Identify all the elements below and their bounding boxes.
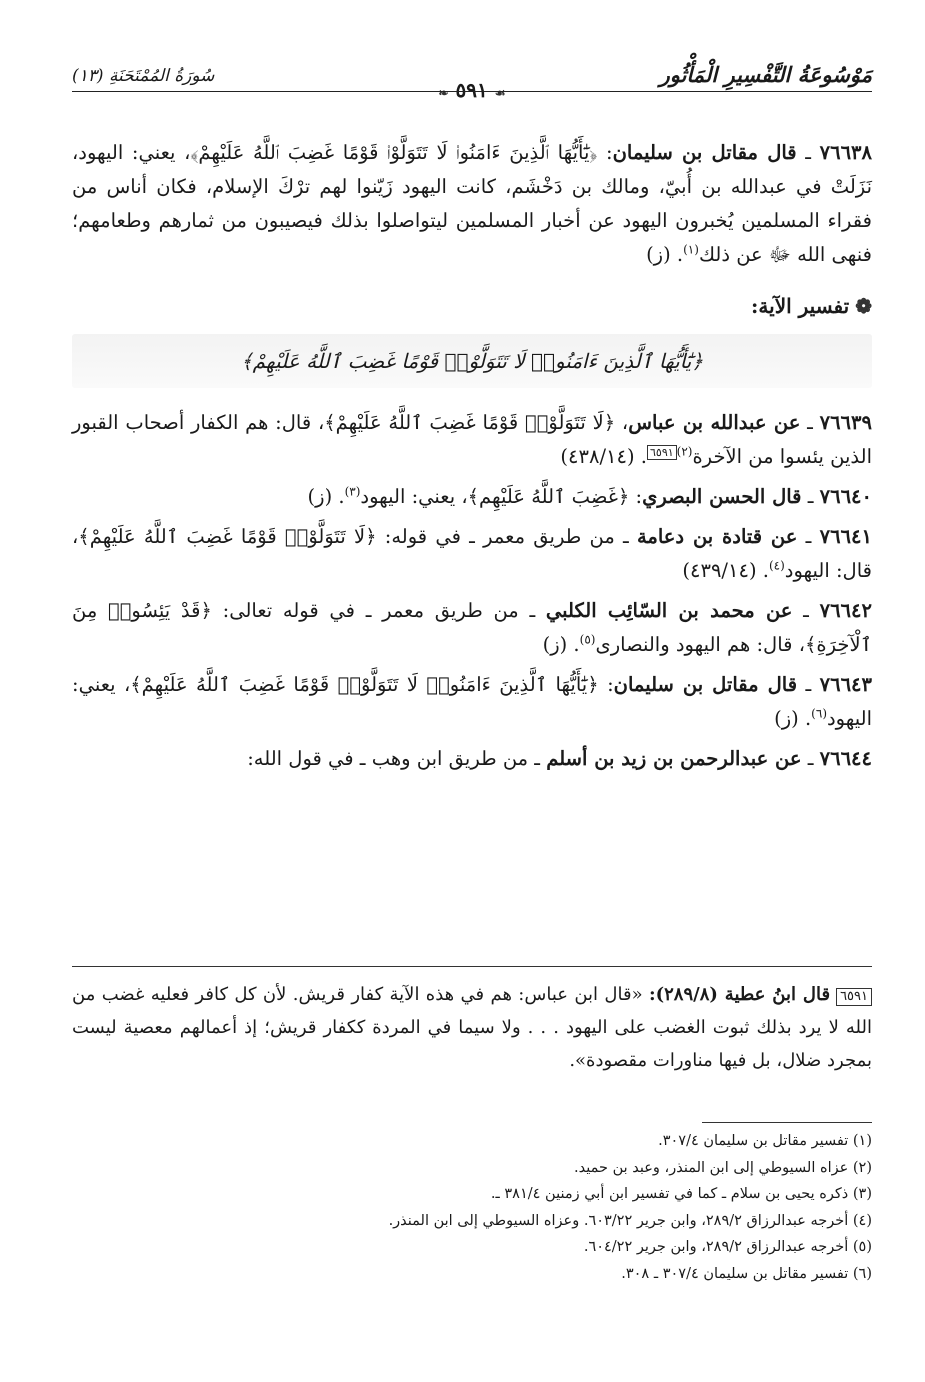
- header-rule: [72, 91, 872, 92]
- verse-banner: ﴿يَٰٓأَيُّهَا ٱلَّذِينَ ءَامَنُوا۟ لَا تَتَوَلَّوْا۟ قَوْمًا غَضِبَ ٱللَّهُ عَلَيْهِمْ﴾: [72, 334, 872, 388]
- main-text: [72, 136, 872, 782]
- flower-ornament-icon: ❁: [855, 294, 872, 318]
- page-number: [433, 78, 512, 102]
- footnote: (٥) أخرجه عبدالرزاق ٢٨٩/٢، وابن جرير ٦٠٤/٢٢.: [583, 1239, 872, 1255]
- footnote-marker: (٤): [768, 558, 785, 573]
- section-title: ❁تفسير الآية:: [751, 294, 872, 318]
- footnote: (٤) أخرجه عبدالرزاق ٢٨٩/٢، وابن جرير ٦٠٣/٢٢. وعزاه السيوطي إلى ابن المنذر.: [388, 1212, 872, 1229]
- commentary-rule: [72, 966, 872, 967]
- entry: ٧٦٦٤٠ ـ قال الحسن البصري: ﴿غَضِبَ ٱللَّهُ عَلَيْهِم﴾، يعني: اليهود$^{(٣)}$. (ز): [307, 484, 872, 508]
- entry: ٧٦٦٤٣ ـ قال مقاتل بن سليمان: ﴿يَٰٓأَيُّهَا ٱلَّذِينَ ءَامَنُوا۟ لَا تَتَوَلَّوْا۟ قَوْمًا غَضِبَ ٱللَّهُ عَلَيْهِمْ﴾، يعني: اليهود$^{(٦)}$. (ز): [72, 673, 872, 730]
- ornament-icon: ❧: [438, 86, 449, 100]
- surah-title: سُورَةُ المُمْتَحَنَةِ (١٣): [72, 66, 215, 86]
- entry: ٧٦٦٣٩ ـ عن عبدالله بن عباس، ﴿لَا تَتَوَلَّوْا۟ قَوْمًا غَضِبَ ٱللَّهُ عَلَيْهِمْ﴾، قال: هم الكفار أصحاب القبور الذين يئسوا من الآخرة$^{(٢)}$٦٥٩١. (٤٣٨/١٤): [72, 411, 872, 468]
- entry: ٧٦٦٣٨ ـ قال مقاتل بن سليمان: ﴿يَٰٓأَيُّهَا ٱلَّذِينَ ءَامَنُوا۟ لَا تَتَوَلَّوْا۟ قَوْمًا غَضِبَ ٱللَّهُ عَلَيْهِمْ﴾، يعني: اليهود، نَزَلَتْ في عبدالله بن أُبيّ، ومالك بن دَخْشَم، كانت اليهود زَيّنوا لهم ترْكَ الإسلام، فكان أناس من فقراء المسلمين يُخبرون اليهود عن أخبار المسلمين ليتواصلوا بذلك فيصيبون من ثمارهم وطعامهم؛ فنهى الله ﷻ عن ذلك$^{(١)}$. (ز): [72, 141, 872, 266]
- commentary-note: ٦٥٩١قال ابنُ عطية (٢٨٩/٨): «قال ابن عباس: هم في هذه الآية كفار قريش. لأن كل كافر فعليه غضب من الله لا يرد بذلك ثبوت الغضب على اليهود . . . ولا سيما في المردة ككفار قريش؛ إذ أعمالهم معصية ليست بمجرد ضلال، بل فيها مناورات مقصودة».: [72, 984, 873, 1071]
- footnote: (٦) تفسير مقاتل بن سليمان ٣٠٧/٤ ـ ٣٠٨.: [621, 1265, 872, 1282]
- commentary-reference: ٦٥٩١: [647, 445, 677, 460]
- page-header: [72, 60, 872, 100]
- footnote-marker: (٦): [811, 706, 827, 721]
- footnote-marker: (١): [683, 242, 699, 257]
- entry: ٧٦٦٤٢ ـ عن محمد بن السّائِب الكلبي ـ من طريق معمر ـ في قوله تعالى: ﴿قَدْ يَئِسُوا۟ مِنَ ٱلْآخِرَةِ﴾، قال: هم اليهود والنصارى$^{(٥)}$. (ز): [72, 599, 872, 656]
- footnotes-rule: [702, 1122, 872, 1123]
- ornament-icon: ☙: [494, 86, 506, 100]
- footnote: (١) تفسير مقاتل بن سليمان ٣٠٧/٤.: [658, 1133, 872, 1149]
- book-title: مَوْسُوعَةُ التَّفْسِيرِ الْمَأْثُور: [659, 62, 872, 87]
- commentary-tag: ٦٥٩١: [836, 988, 872, 1006]
- footnote: (٣) ذكره يحيى بن سلام ـ كما في تفسير ابن أبي زمنين ٣٨١/٤ ـ.: [490, 1186, 872, 1202]
- page-number-text: ٥٩١: [455, 78, 488, 102]
- entry: ٧٦٦٤١ ـ عن قتادة بن دعامة ـ من طريق معمر ـ في قوله: ﴿لَا تَتَوَلَّوْا۟ قَوْمًا غَضِبَ ٱللَّهُ عَلَيْهِمْ﴾، قال: اليهود$^{(٤)}$. (٤٣٩/١٤): [72, 525, 872, 582]
- page: [72, 60, 872, 1350]
- footnote-marker: (٥): [579, 632, 596, 647]
- footnote-marker: (٢): [676, 444, 693, 459]
- footnote-marker: (٣): [344, 484, 361, 499]
- entry: ٧٦٦٤٤ ـ عن عبدالرحمن بن زيد بن أسلم ـ من طريق ابن وهب ـ في قول الله:: [247, 747, 872, 770]
- footnotes: [72, 1128, 872, 1287]
- footnote: (٢) عزاه السيوطي إلى ابن المنذر، وعبد بن حميد.: [574, 1159, 872, 1176]
